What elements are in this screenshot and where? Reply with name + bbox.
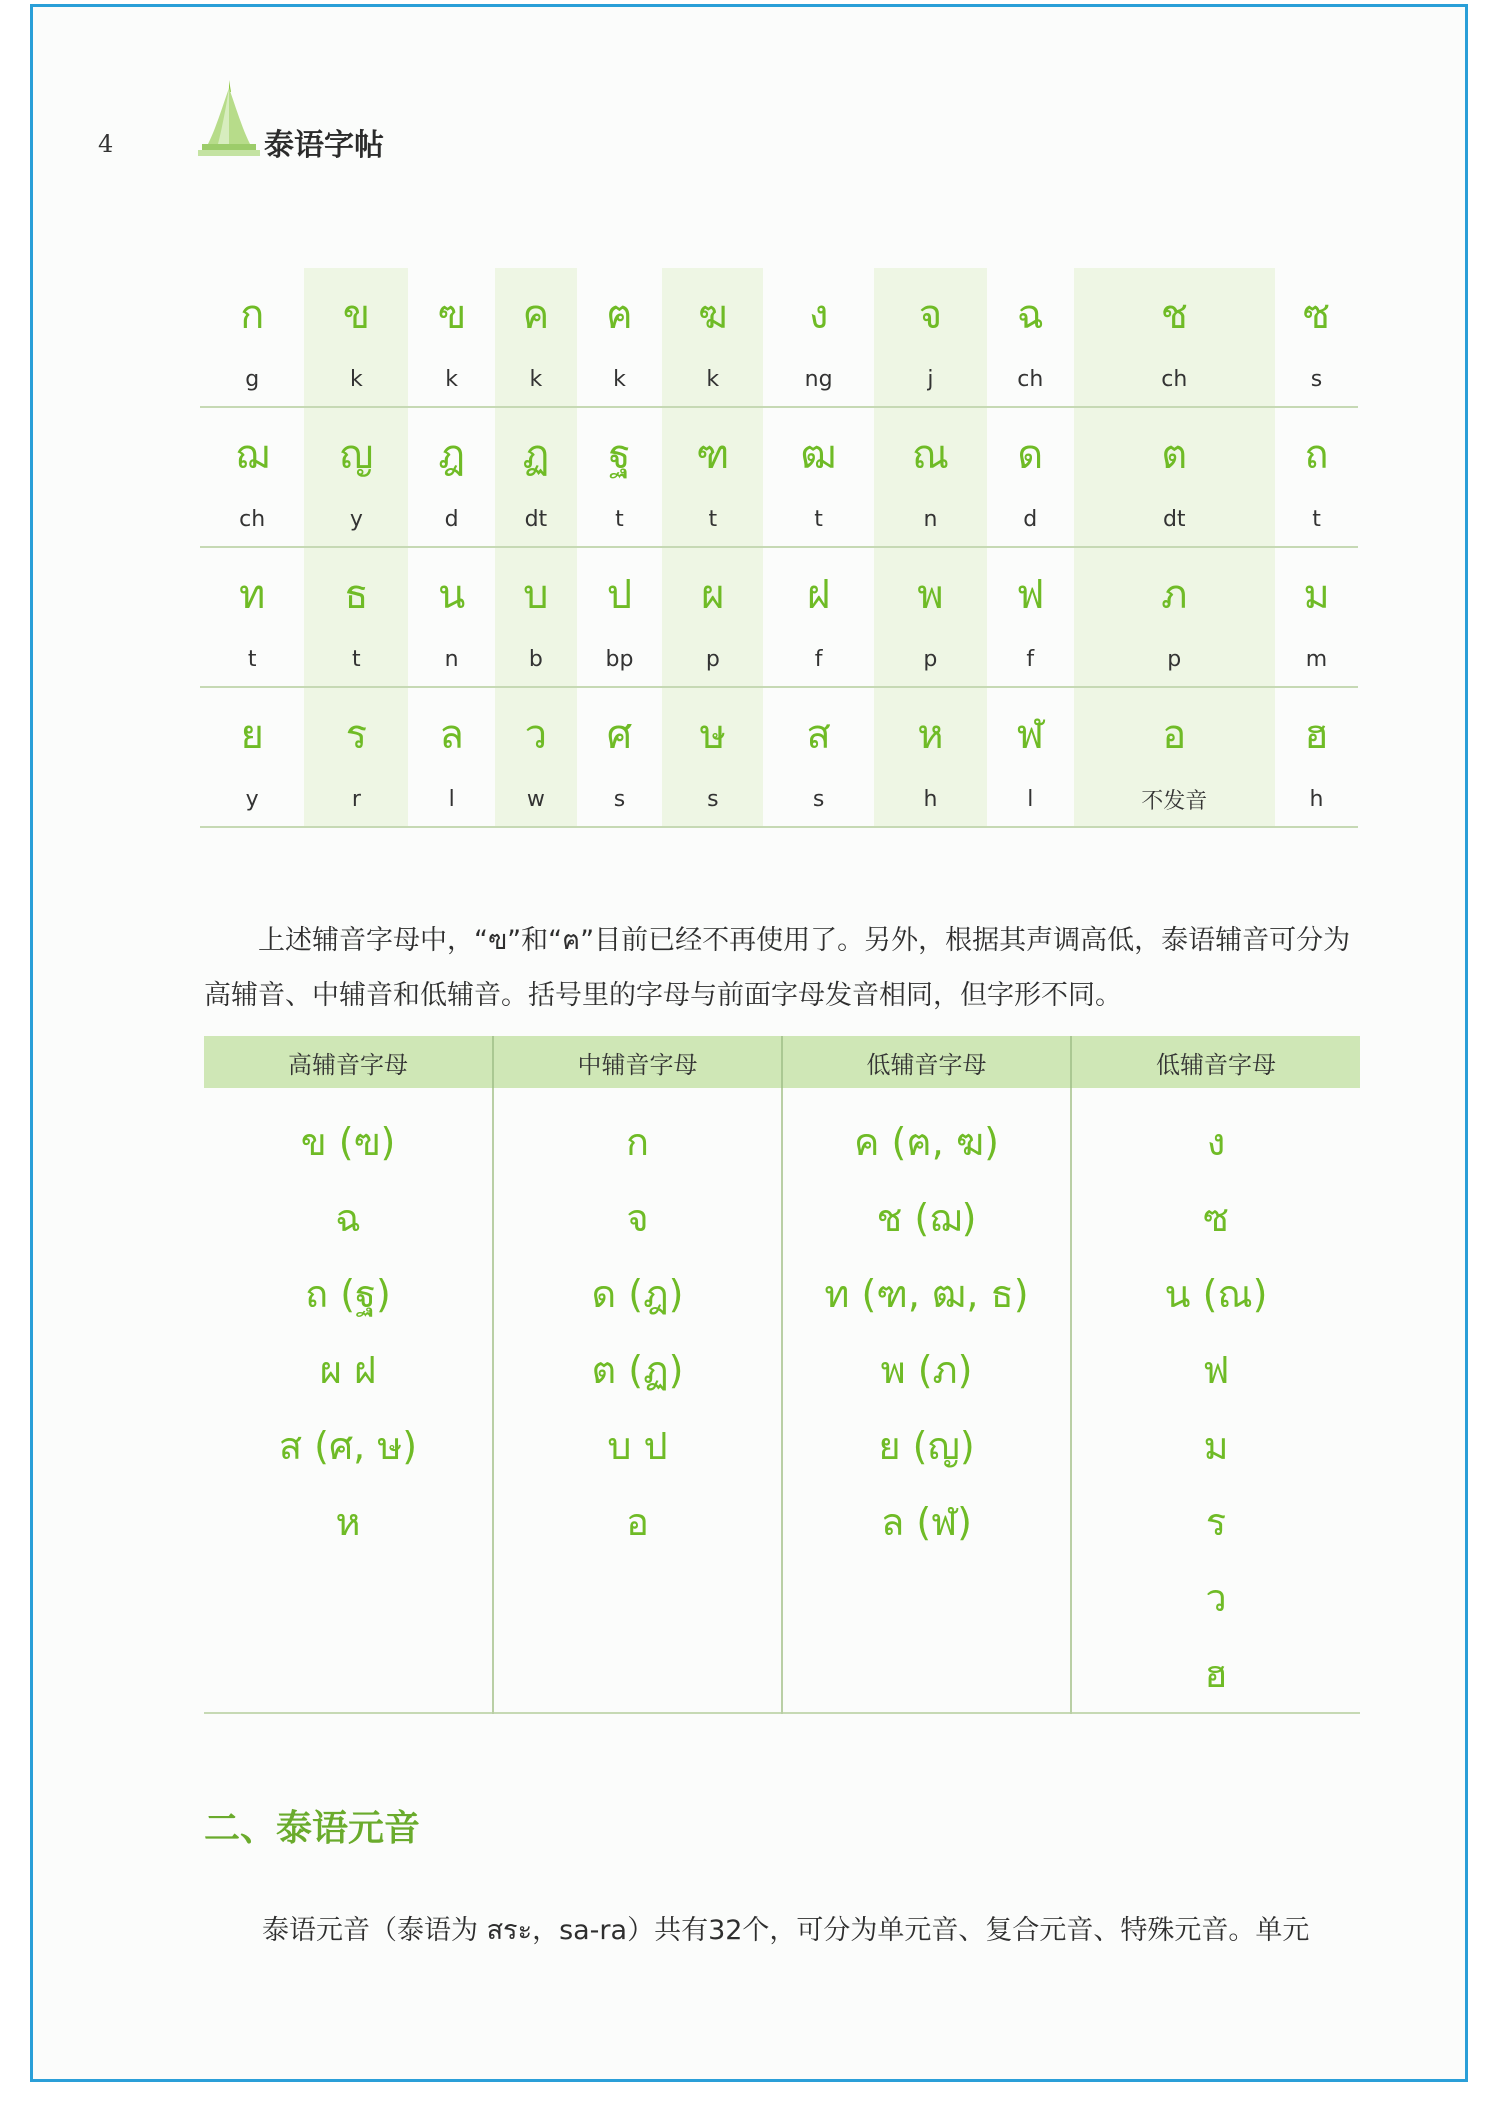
class-table-entry: ว xyxy=(1205,1576,1227,1620)
paragraph-vowels-intro: 泰语元音（泰语为 สระ，sa-ra）共有32个，可分为单元音、复合元音、特殊元音。单元 xyxy=(262,1915,1310,1946)
consonant-romanization: dt xyxy=(1074,492,1276,547)
consonant-letter: ง xyxy=(808,292,829,338)
class-table-entry: ส (ศ, ษ) xyxy=(278,1424,418,1468)
consonant-romanization: p xyxy=(874,632,987,687)
class-table-column xyxy=(493,1088,782,1713)
consonant-letter: ล xyxy=(439,712,464,758)
consonant-romanization: n xyxy=(874,492,987,547)
consonant-row-letters xyxy=(200,687,1358,772)
consonant-romanization: l xyxy=(987,772,1073,827)
class-table-entry: ท (ฑ, ฒ, ธ) xyxy=(824,1272,1029,1316)
consonant-romanization: k xyxy=(495,352,577,407)
consonant-romanization: k xyxy=(577,352,662,407)
consonant-romanization: s xyxy=(763,772,873,827)
consonant-romanization: s xyxy=(662,772,763,827)
consonant-row-romanization xyxy=(200,632,1358,687)
consonant-romanization: y xyxy=(304,492,408,547)
consonant-letter: ฎ xyxy=(438,432,466,478)
consonant-romanization: s xyxy=(1275,352,1358,407)
consonant-letter: ค xyxy=(495,268,577,352)
consonant-letter: ท xyxy=(238,572,266,618)
consonant-letter: ฑ xyxy=(662,407,763,492)
class-table-header: 低辅音字母 xyxy=(782,1036,1071,1088)
class-table-entry: ต (ฏ) xyxy=(591,1348,684,1392)
consonant-letter: ณ xyxy=(874,407,987,492)
consonant-romanization: t xyxy=(200,632,304,687)
consonant-letter: ฟ xyxy=(1016,572,1045,618)
class-table-entry: ฮ xyxy=(1204,1652,1228,1696)
consonant-letter: ข xyxy=(304,268,408,352)
consonant-romanization: k xyxy=(304,352,408,407)
consonant-letter: ญ xyxy=(304,407,408,492)
class-table-entry: ด (ฎ) xyxy=(591,1272,684,1316)
consonant-letter: ห xyxy=(874,687,987,772)
consonant-romanization: b xyxy=(495,632,577,687)
consonant-letter: จ xyxy=(874,268,987,352)
consonant-letter: ฐ xyxy=(608,432,631,478)
consonant-letter: ฒ xyxy=(800,432,837,478)
consonant-letter: พ xyxy=(874,547,987,632)
consonant-romanization: r xyxy=(304,772,408,827)
consonant-romanization: t xyxy=(304,632,408,687)
consonant-letter: ศ xyxy=(606,712,633,758)
consonant-romanization: 不发音 xyxy=(1074,772,1276,827)
consonant-letter: ฉ xyxy=(1016,292,1044,338)
consonant-romanization: ch xyxy=(987,352,1073,407)
consonant-letter: ถ xyxy=(1304,432,1329,478)
class-table-entry: ม xyxy=(1203,1424,1229,1468)
class-table-entry: บ ป xyxy=(607,1424,668,1468)
consonant-letter: น xyxy=(437,572,466,618)
class-table-entry: อ xyxy=(626,1500,649,1544)
class-table-entry: ล (ฬ) xyxy=(881,1500,972,1544)
class-table-entry: จ xyxy=(626,1196,649,1240)
consonant-romanization: y xyxy=(200,772,304,827)
consonant-romanization: ch xyxy=(200,492,304,547)
consonant-letter: ฬ xyxy=(1016,712,1044,758)
consonant-letter: ม xyxy=(1303,572,1330,618)
class-table-entry: ถ (ฐ) xyxy=(305,1272,391,1316)
consonant-letter: ฃ xyxy=(437,292,466,338)
consonant-row-romanization xyxy=(200,772,1358,827)
consonant-romanization: ng xyxy=(763,352,873,407)
consonant-row-romanization xyxy=(200,492,1358,547)
consonant-row-letters xyxy=(200,268,1358,352)
consonant-romanization: h xyxy=(1275,772,1358,827)
consonant-romanization: k xyxy=(408,352,494,407)
consonant-letter: ป xyxy=(606,572,633,618)
class-table-entry: ห xyxy=(335,1500,361,1544)
consonant-romanization: f xyxy=(763,632,873,687)
class-table-entry: ก xyxy=(625,1120,649,1164)
consonant-letter: ช xyxy=(1074,268,1276,352)
class-table-entry: น (ณ) xyxy=(1164,1272,1268,1316)
consonant-romanization: j xyxy=(874,352,987,407)
consonant-letter: ฝ xyxy=(806,572,831,618)
class-table-header: 中辅音字母 xyxy=(493,1036,782,1088)
consonant-romanization: t xyxy=(763,492,873,547)
pagoda-icon xyxy=(198,78,260,160)
consonant-letter: ก xyxy=(240,292,265,338)
class-table-entry: ร xyxy=(1205,1500,1227,1544)
consonant-romanization: s xyxy=(577,772,662,827)
page-header xyxy=(98,78,998,168)
consonant-letter: ษ xyxy=(662,687,763,772)
class-table-header: 低辅音字母 xyxy=(1071,1036,1360,1088)
consonant-letter: ฌ xyxy=(235,432,270,478)
consonant-letter: ฅ xyxy=(606,292,633,338)
paragraph-consonant-notes: 上述辅音字母中，“ฃ”和“ฅ”目前已经不再使用了。另外，根据其声调高低，泰语辅音可分为高辅音、中辅音和低辅音。括号里的字母与前面字母发音相同，但字形不同。 xyxy=(204,925,1351,1011)
consonant-row-romanization xyxy=(200,352,1358,407)
consonant-romanization: d xyxy=(408,492,494,547)
class-table-entry: ฉ xyxy=(335,1196,361,1240)
consonant-romanization: g xyxy=(200,352,304,407)
class-table-column xyxy=(782,1088,1071,1713)
consonant-letter: ต xyxy=(1074,407,1276,492)
consonant-letter: ผ xyxy=(662,547,763,632)
consonant-letter: ฏ xyxy=(495,407,577,492)
consonant-letter: ฆ xyxy=(662,268,763,352)
consonant-letter: บ xyxy=(495,547,577,632)
section-heading-vowels: 二、泰语元音 xyxy=(204,1808,421,1849)
consonant-row-letters xyxy=(200,407,1358,492)
class-table-entry: ง xyxy=(1206,1120,1226,1164)
consonant-romanization: t xyxy=(577,492,662,547)
consonant-romanization: f xyxy=(987,632,1073,687)
consonant-letter: ซ xyxy=(1302,292,1331,338)
page-number: 4 xyxy=(98,130,114,158)
consonant-letter: ส xyxy=(806,712,831,758)
consonant-romanization: k xyxy=(662,352,763,407)
consonant-romanization: p xyxy=(662,632,763,687)
class-table-entry: พ (ภ) xyxy=(880,1348,973,1392)
consonant-romanization: p xyxy=(1074,632,1276,687)
consonant-romanization: ch xyxy=(1074,352,1276,407)
consonant-romanization: w xyxy=(495,772,577,827)
class-table-column xyxy=(1071,1088,1360,1713)
consonant-letter: อ xyxy=(1074,687,1276,772)
consonant-class-table xyxy=(204,1036,1360,1714)
consonant-romanization: t xyxy=(662,492,763,547)
consonant-romanization: bp xyxy=(577,632,662,687)
class-table-entry: ช (ฌ) xyxy=(876,1196,977,1240)
class-table-entry: ย (ญ) xyxy=(878,1424,975,1468)
consonant-romanization: h xyxy=(874,772,987,827)
class-table-entry: ผ ฝ xyxy=(319,1348,377,1392)
consonant-row-letters xyxy=(200,547,1358,632)
class-table-header: 高辅音字母 xyxy=(204,1036,493,1088)
consonant-romanization: dt xyxy=(495,492,577,547)
consonant-letter: ภ xyxy=(1074,547,1276,632)
consonant-letter: ย xyxy=(240,712,264,758)
consonant-letter: ร xyxy=(304,687,408,772)
book-title: 泰语字帖 xyxy=(264,128,384,163)
consonant-romanization: m xyxy=(1275,632,1358,687)
consonant-romanization: t xyxy=(1275,492,1358,547)
consonant-letter: ฮ xyxy=(1304,712,1329,758)
consonant-letter: ว xyxy=(495,687,577,772)
consonant-letter: ธ xyxy=(304,547,408,632)
consonant-letter: ด xyxy=(1017,432,1044,478)
class-table-entry: ฟ xyxy=(1202,1348,1230,1392)
class-table-entry: ค (ฅ, ฆ) xyxy=(854,1120,999,1164)
consonant-romanization: n xyxy=(408,632,494,687)
consonant-romanization: l xyxy=(408,772,494,827)
class-table-entry: ข (ฃ) xyxy=(300,1120,396,1164)
class-table-column xyxy=(204,1088,493,1713)
class-table-entry: ซ xyxy=(1203,1196,1229,1240)
consonant-romanization: d xyxy=(987,492,1073,547)
consonant-table xyxy=(200,268,1358,828)
